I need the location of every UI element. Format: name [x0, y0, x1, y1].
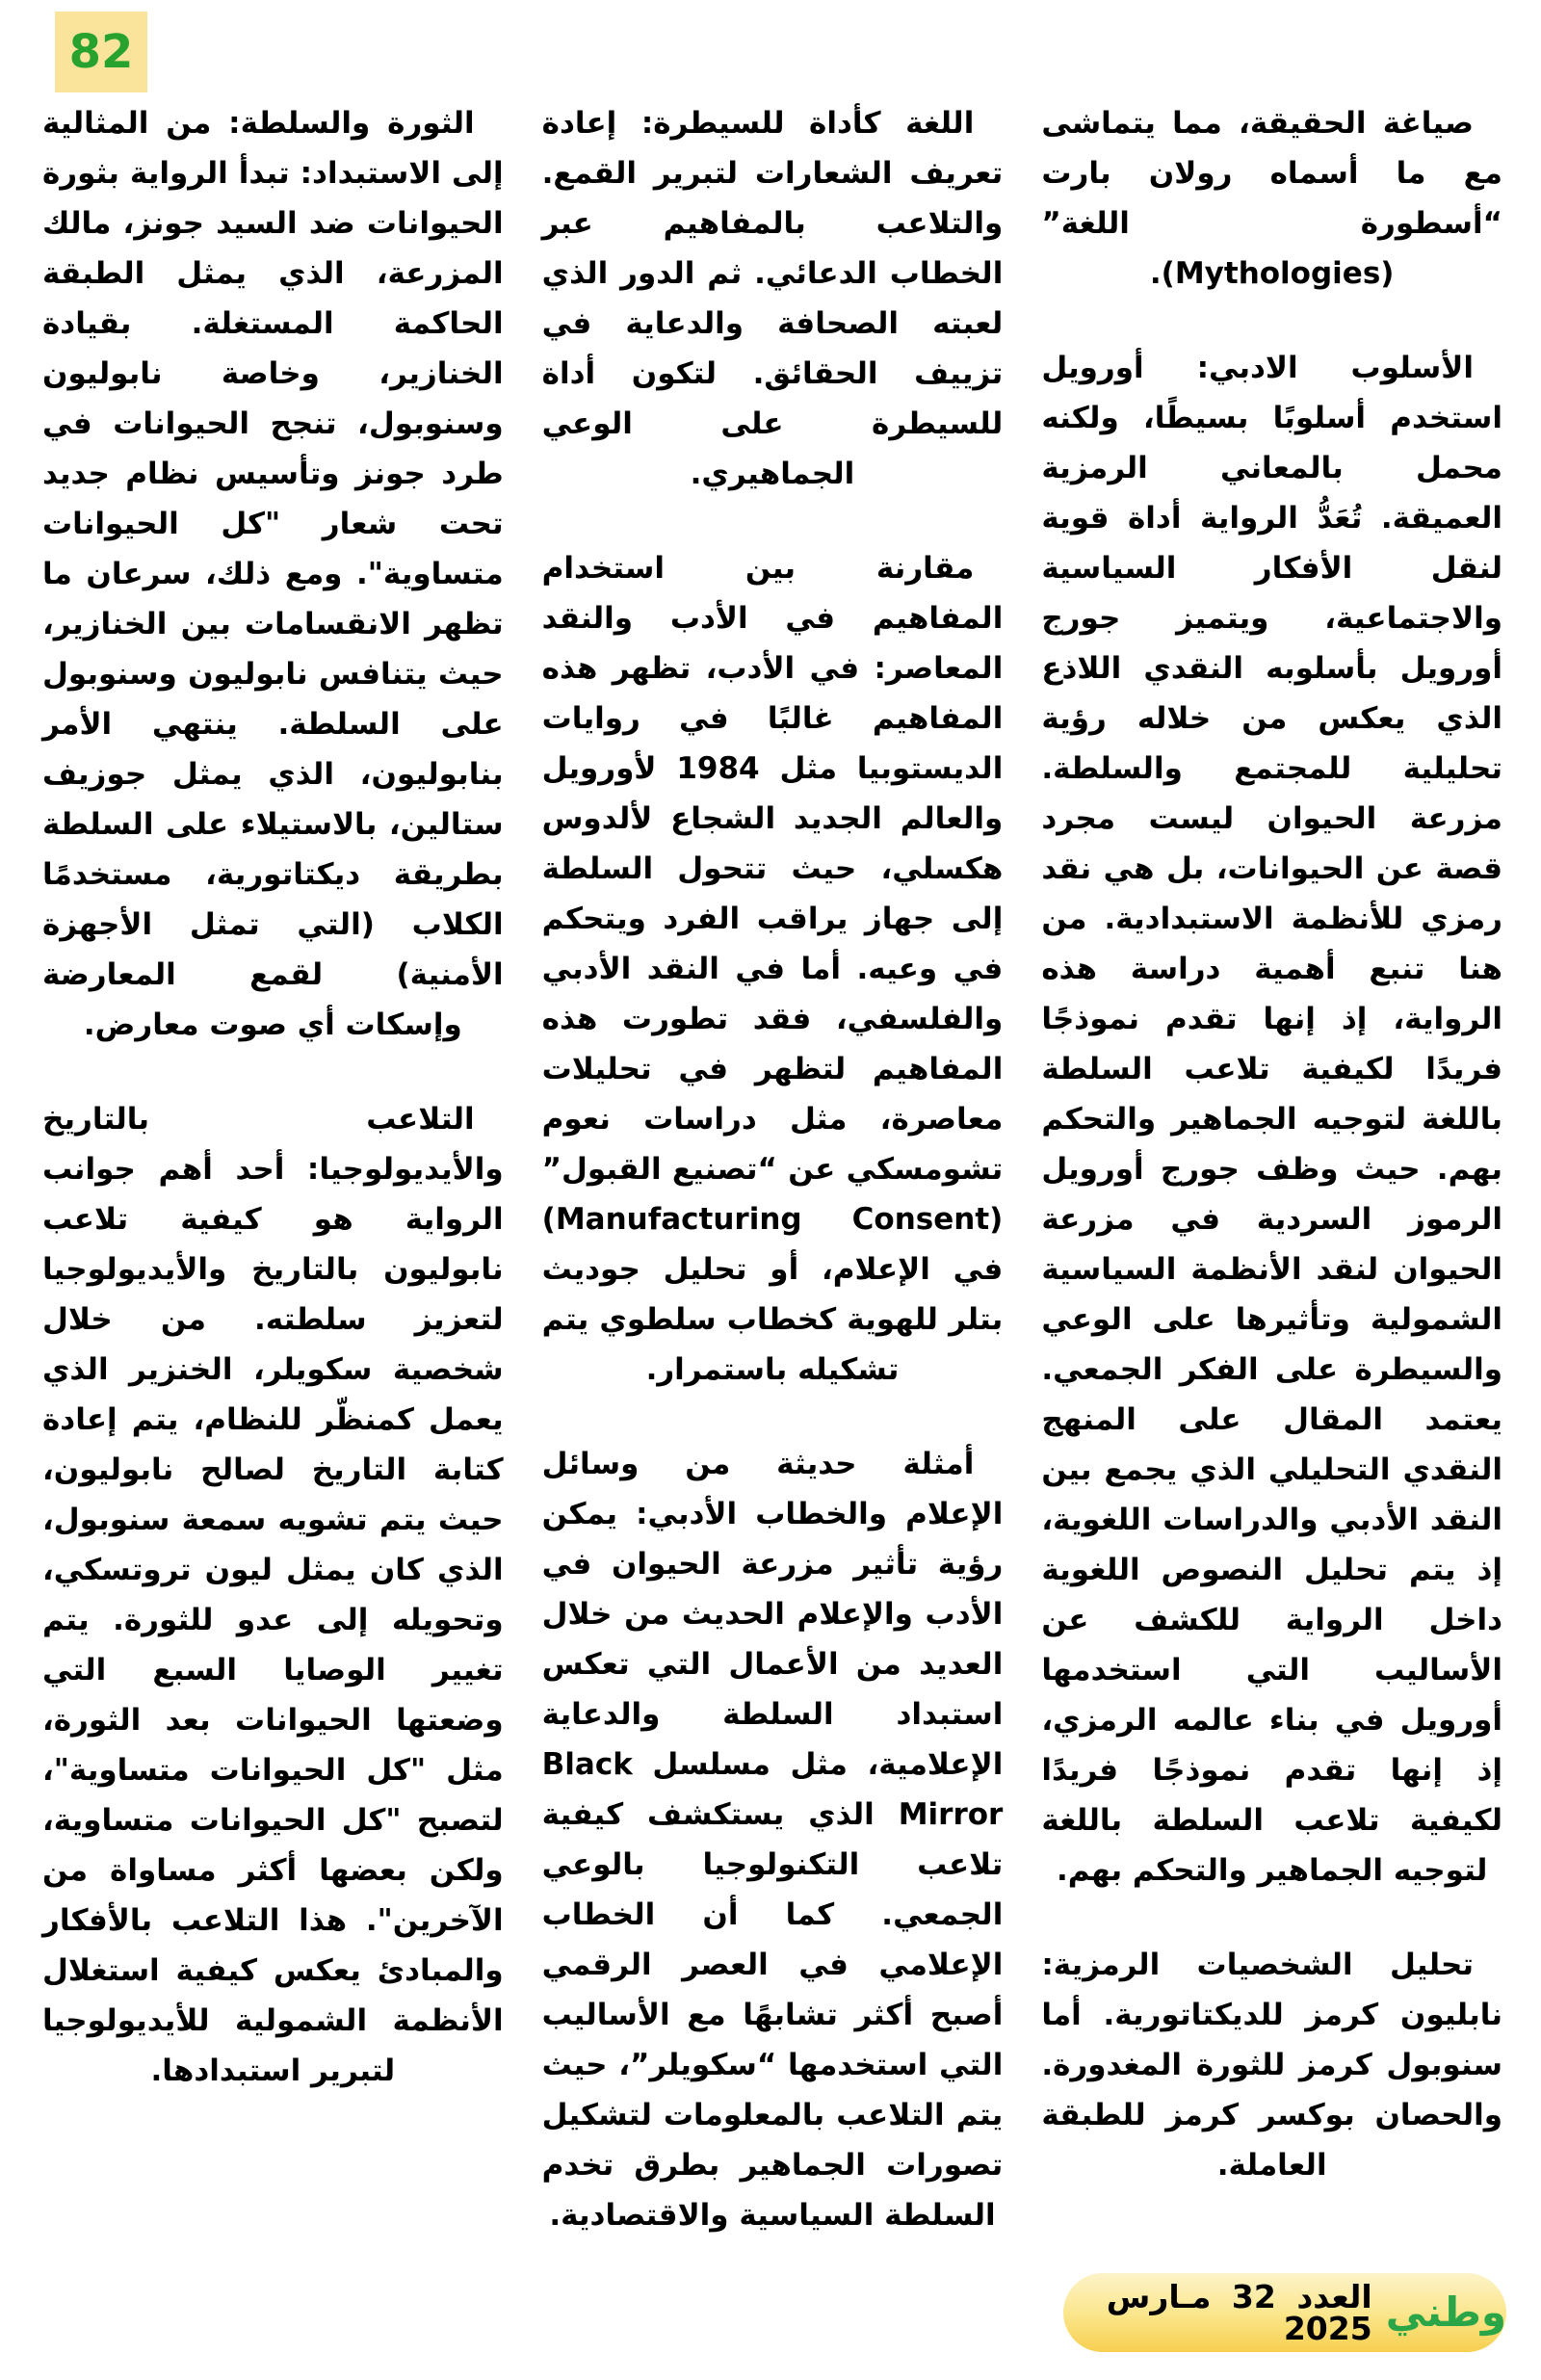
- paragraph-language-myth: صياغة الحقيقة، مما يتماشى مع ما أسماه رولان بارت “أسطورة اللغة” (Mythologies).: [1041, 106, 1502, 291]
- paragraph-symbolic-characters: تحليل الشخصيات الرمزية: نابليون كرمز للديكتاتورية. أما سنوبول كرمز للثورة المغدورة. والحصان بوكسر كرمز للطبقة العاملة.: [1041, 1948, 1502, 2183]
- paragraph-history-manipulation: التلاعب بالتاريخ والأيديولوجيا: أحد أهم جوانب الرواية هو كيفية تلاعب نابوليون بالتاريخ والأيديولوجيا لتعزيز سلطته. من خلال شخصية سكويلر، الخنزير الذي يعمل كمنظّر للنظام، يتم إعادة كتابة التاريخ لصالح نابوليون، حيث يتم تشويه سمعة سنوبول، الذي كان يمثل ليون تروتسكي، وتحويله إلى عدو للثورة. يتم تغيير الوصايا السبع التي وضعتها الحيوانات بعد الثورة، مثل "كل الحيوانات متساوية"، لتصبح "كل الحيوانات متساوية، ولكن بعضها أكثر مساواة من الآخرين". هذا التلاعب بالأفكار والمبادئ يعكس كيفية استغلال الأنظمة الشمولية للأيديولوجيا لتبرير استبدادها.: [41, 1102, 504, 2088]
- column-center: [542, 98, 1004, 2240]
- paragraph-literary-style: الأسلوب الادبي: أورويل استخدم أسلوبًا بسيطًا، ولكنه محمل بالمعاني الرمزية العميقة. تُعَدُّ الرواية أداة قوية لنقل الأفكار السياسية والاجتماعية، ويتميز جورج أورويل بأسلوبه النقدي اللاذع الذي يعكس من خلاله رؤية تحليلية للمجتمع والسلطة. مزرعة الحيوان ليست مجرد قصة عن الحيوانات، بل هي نقد رمزي للأنظمة الاستبدادية. من هنا تنبع أهمية دراسة هذه الرواية، إذ إنها تقدم نموذجًا فريدًا لكيفية تلاعب السلطة باللغة لتوجيه الجماهير والتحكم بهم. حيث وظف جورج أورويل الرموز السردية في مزرعة الحيوان لنقد الأنظمة السياسية الشمولية وتأثيرها على الوعي والسيطرة على الفكر الجمعي. يعتمد المقال على المنهج النقدي التحليلي الذي يجمع بين النقد الأدبي والدراسات اللغوية، إذ يتم تحليل النصوص اللغوية داخل الرواية للكشف عن الأساليب التي استخدمها أورويل في بناء عالمه الرمزي، إذ إنها تقدم نموذجًا فريدًا لكيفية تلاعب السلطة باللغة لتوجيه الجماهير والتحكم بهم.: [1041, 351, 1502, 1888]
- issue-footer: [1063, 2273, 1506, 2352]
- magazine-logo: وطني: [1385, 2288, 1506, 2336]
- column-right: [1041, 98, 1502, 2240]
- paragraph-modern-media-examples: أمثلة حديثة من وسائل الإعلام والخطاب الأدبي: يمكن رؤية تأثير مزرعة الحيوان في الأدب والإعلام الحديث من خلال العديد من الأعمال التي تعكس استبداد السلطة والدعاية الإعلامية، مثل مسلسل Black Mirror الذي يستكشف كيفية تلاعب التكنولوجيا بالوعي الجمعي. كما أن الخطاب الإعلامي في العصر الرقمي أصبح أكثر تشابهًا مع الأساليب التي استخدمها “سكويلر”، حيث يتم التلاعب بالمعلومات لتشكيل تصورات الجماهير بطرق تخدم السلطة السياسية والاقتصادية.: [541, 1447, 1004, 2233]
- column-left: [42, 98, 504, 2240]
- paragraph-language-as-control: اللغة كأداة للسيطرة: إعادة تعريف الشعارات لتبرير القمع. والتلاعب بالمفاهيم عبر الخطاب الدعائي. ثم الدور الذي لعبته الصحافة والدعاية في تزييف الحقائق. لتكون أداة للسيطرة على الوعي الجماهيري.: [541, 106, 1004, 491]
- page-number-badge: 82: [55, 12, 147, 92]
- article-columns: [42, 98, 1502, 2240]
- paragraph-concepts-comparison: مقارنة بين استخدام المفاهيم في الأدب والنقد المعاصر: في الأدب، تظهر هذه المفاهيم غالبًا في روايات الديستوبيا مثل 1984 لأورويل والعالم الجديد الشجاع لألدوس هكسلي، حيث تتحول السلطة إلى جهاز يراقب الفرد ويتحكم في وعيه. أما في النقد الأدبي والفلسفي، فقد تطورت هذه المفاهيم لتظهر في تحليلات معاصرة، مثل دراسات نعوم تشومسكي عن “تصنيع القبول” (Manufacturing Consent) في الإعلام، أو تحليل جوديث بتلر للهوية كخطاب سلطوي يتم تشكيله باستمرار.: [541, 551, 1004, 1387]
- issue-info: العدد 32 مـارس 2025: [1106, 2278, 1372, 2347]
- paragraph-revolution-and-power: الثورة والسلطة: من المثالية إلى الاستبداد: تبدأ الرواية بثورة الحيوانات ضد السيد جونز، مالك المزرعة، الذي يمثل الطبقة الحاكمة المستغلة. بقيادة الخنازير، وخاصة نابوليون وسنوبول، تنجح الحيوانات في طرد جونز وتأسيس نظام جديد تحت شعار "كل الحيوانات متساوية". ومع ذلك، سرعان ما تظهر الانقسامات بين الخنازير، حيث يتنافس نابوليون وسنوبول على السلطة. ينتهي الأمر بنابوليون، الذي يمثل جوزيف ستالين، بالاستيلاء على السلطة بطريقة ديكتاتورية، مستخدمًا الكلاب (التي تمثل الأجهزة الأمنية) لقمع المعارضة وإسكات أي صوت معارض.: [41, 106, 504, 1042]
